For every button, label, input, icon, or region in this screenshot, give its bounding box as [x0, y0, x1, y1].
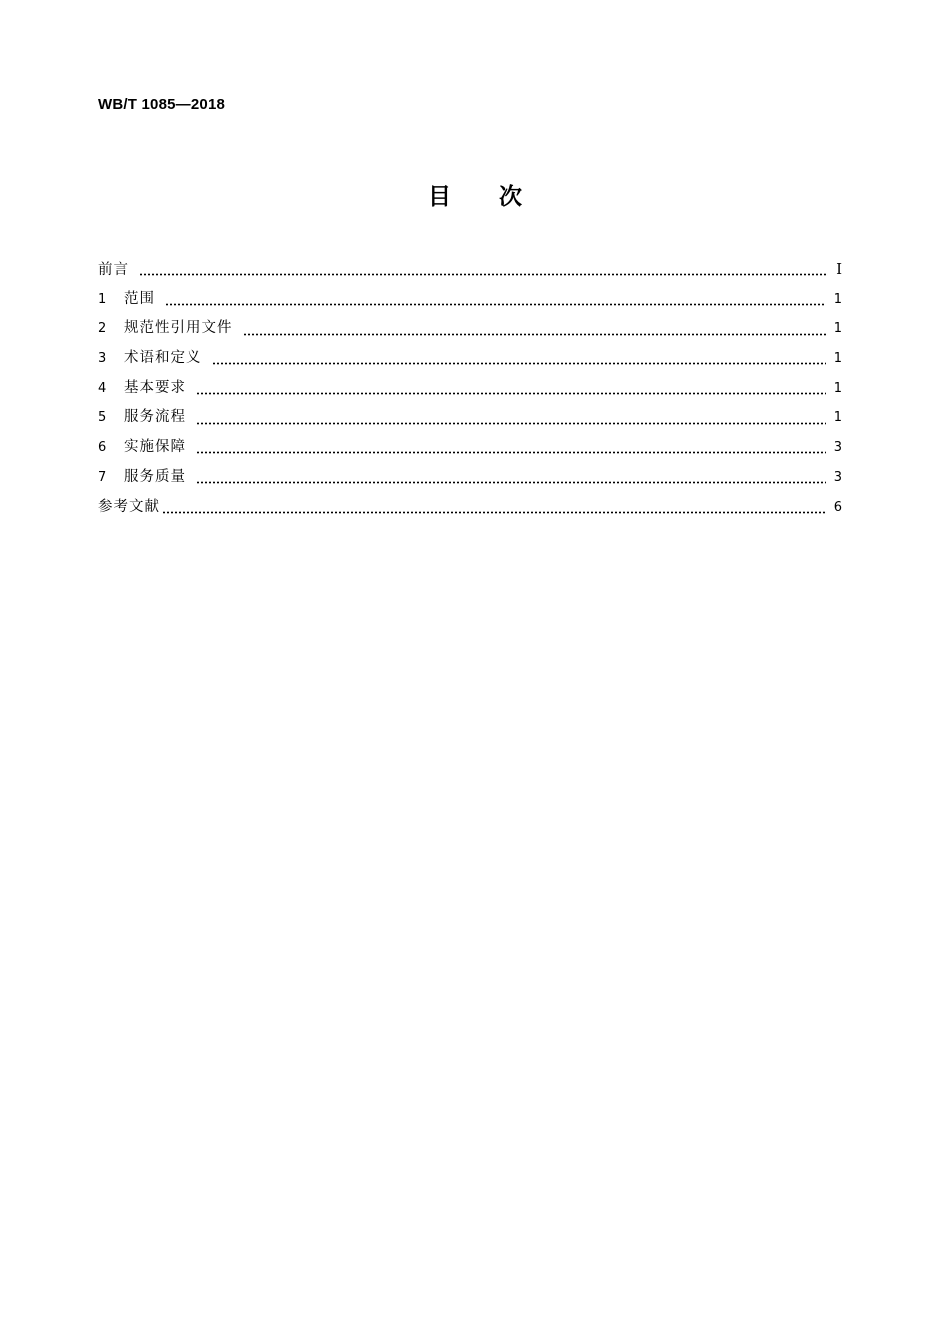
toc-entry-number: 2: [98, 321, 107, 337]
toc-entry-page: 3: [833, 440, 842, 456]
toc-entry-number: 1: [98, 291, 107, 307]
toc-entry-implementation-guarantee[interactable]: [98, 435, 842, 465]
toc-entry-page: Ⅰ: [836, 260, 842, 278]
toc-entry-number: 6: [98, 440, 107, 456]
dot-leader: [196, 392, 826, 395]
toc-entry-label: 基本要求: [124, 379, 186, 396]
toc-entry-bibliography[interactable]: [98, 495, 842, 525]
toc-entry-label: 服务流程: [124, 409, 186, 426]
toc-entry-service-quality[interactable]: [98, 465, 842, 495]
toc-entry-service-process[interactable]: [98, 405, 842, 435]
toc-entry-number: 7: [98, 469, 107, 485]
toc-entry-foreword[interactable]: [98, 257, 842, 287]
standard-code: WB/T 1085—2018: [98, 96, 226, 113]
toc-entry-page: 1: [833, 321, 842, 337]
dot-leader: [165, 303, 826, 306]
toc-entry-basic-requirements[interactable]: [98, 376, 842, 406]
toc-entry-label: 实施保障: [124, 439, 186, 456]
toc-entry-label: 服务质量: [124, 468, 186, 485]
dot-leader: [162, 511, 826, 514]
toc-entry-label: 参考文献: [98, 498, 160, 515]
toc-entry-page: 3: [833, 469, 842, 485]
toc-entry-number: 4: [98, 380, 107, 396]
toc-entry-label: 范围: [124, 290, 155, 307]
dot-leader: [212, 362, 827, 365]
dot-leader: [196, 451, 826, 454]
toc-entry-number: 5: [98, 410, 107, 426]
toc-entry-page: 6: [833, 499, 842, 515]
dot-leader: [139, 273, 826, 276]
toc-entry-label: 规范性引用文件: [124, 320, 233, 337]
toc-entry-label: 术语和定义: [124, 350, 202, 367]
page-title: 目次: [428, 184, 570, 210]
dot-leader: [196, 422, 826, 425]
toc-entry-number: 3: [98, 351, 107, 367]
dot-leader: [243, 333, 827, 336]
dot-leader: [196, 481, 826, 484]
table-of-contents: [98, 257, 842, 524]
toc-entry-terms-definitions[interactable]: [98, 346, 842, 376]
toc-entry-normative-references[interactable]: [98, 316, 842, 346]
toc-entry-page: 1: [833, 380, 842, 396]
toc-entry-page: 1: [833, 291, 842, 307]
toc-entry-page: 1: [833, 410, 842, 426]
toc-entry-page: 1: [833, 351, 842, 367]
toc-entry-label: 前言: [98, 262, 129, 278]
toc-entry-scope[interactable]: [98, 287, 842, 317]
